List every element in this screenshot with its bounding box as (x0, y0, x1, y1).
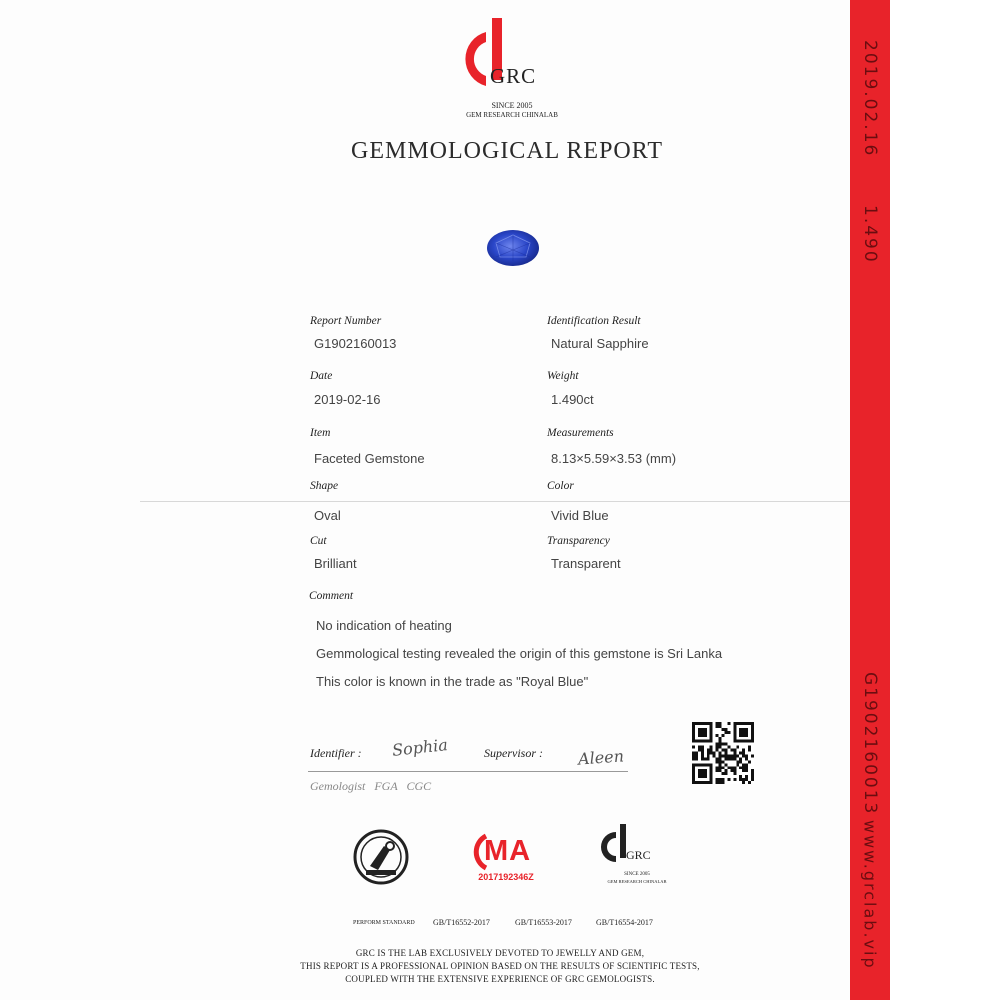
item-value: Faceted Gemstone (314, 451, 425, 466)
inspection-seal-icon (352, 828, 410, 886)
cut-label: Cut (310, 535, 327, 547)
signature-line (308, 771, 628, 772)
sapphire-gem-image (486, 229, 540, 267)
comment-line: Gemmological testing revealed the origin of this gemstone is Sri Lanka (316, 646, 723, 661)
logo-grc-text: GRC (490, 64, 537, 88)
standards-label: PERFORM STANDARD (353, 920, 415, 926)
fold-line (140, 501, 850, 502)
weight-value: 1.490ct (551, 392, 594, 407)
band-website: www.grclab.vip (860, 820, 880, 970)
grc-logo (452, 18, 558, 123)
measurements-value: 8.13×5.59×3.53 (mm) (551, 451, 677, 466)
gemologist-credentials: Gemologist FGA CGC (310, 779, 432, 793)
date-value: 2019-02-16 (314, 392, 381, 407)
shape-label: Shape (310, 480, 339, 492)
cut-value: Brilliant (314, 556, 357, 571)
footer-line: THIS REPORT IS A PROFESSIONAL OPINION BASED ON THE RESULTS OF SCIENTIFIC TESTS, (300, 961, 700, 971)
report-number-value: G1902160013 (314, 336, 397, 351)
standard-item: GB/T16552-2017 (433, 918, 490, 927)
page-title: GEMMOLOGICAL REPORT (350, 138, 663, 164)
cma-text: MA (484, 835, 532, 867)
grc-seal (598, 822, 668, 890)
transparency-label: Transparency (547, 535, 610, 547)
item-label: Item (310, 427, 331, 439)
color-label: Color (547, 480, 574, 492)
comment-line: This color is known in the trade as "Royal Blue" (316, 674, 589, 689)
grc-seal-text: GRC (626, 848, 651, 862)
supervisor-signature: Aleen (577, 746, 625, 769)
shape-value: Oval (314, 508, 341, 523)
band-weight: 1.490 (860, 205, 880, 264)
identifier-label: Identifier : (310, 746, 362, 760)
logo-since: SINCE 2005 (491, 101, 533, 110)
cma-number: 2017192346Z (478, 872, 534, 882)
comment-label: Comment (309, 590, 354, 602)
band-date: 2019.02.16 (860, 40, 880, 158)
footer-line: COUPLED WITH THE EXTENSIVE EXPERIENCE OF GRC GEMOLOGISTS. (345, 974, 655, 984)
logo-lab-name: GEM RESEARCH CHINALAB (466, 111, 558, 119)
transparency-value: Transparent (551, 556, 621, 571)
identification-value: Natural Sapphire (551, 336, 649, 351)
identifier-signature: Sophia (391, 735, 449, 760)
standard-item: GB/T16554-2017 (596, 918, 653, 927)
weight-label: Weight (547, 370, 579, 382)
color-value: Vivid Blue (551, 508, 609, 523)
standard-item: GB/T16553-2017 (515, 918, 572, 927)
footer-line: GRC IS THE LAB EXCLUSIVELY DEVOTED TO JEWELLY AND GEM, (355, 948, 645, 958)
comment-line: No indication of heating (316, 618, 452, 633)
qr-code (692, 722, 754, 784)
supervisor-label: Supervisor : (484, 746, 543, 760)
cma-seal (466, 832, 546, 886)
grc-seal-lab: GEM RESEARCH CHINALAB (607, 879, 667, 884)
band-report-number: G1902160013 (860, 672, 880, 816)
identification-label: Identification Result (547, 315, 641, 327)
grc-seal-since: SINCE 2005 (624, 872, 650, 877)
measurements-label: Measurements (547, 427, 614, 439)
report-number-label: Report Number (310, 315, 382, 327)
date-label: Date (310, 370, 333, 382)
